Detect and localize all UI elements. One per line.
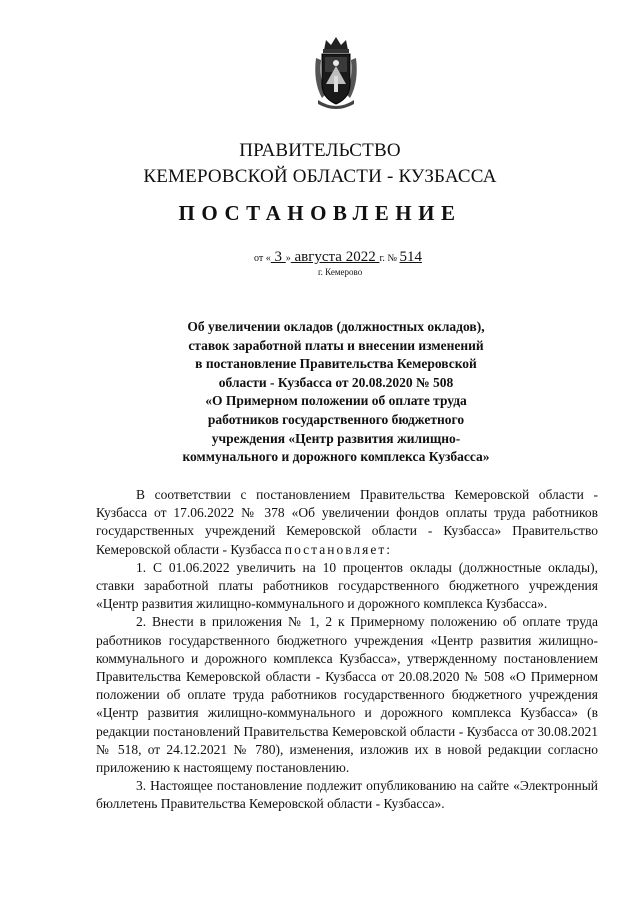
date-month-year: августа 2022 <box>290 249 380 265</box>
date-year-suffix: г. <box>379 253 385 264</box>
document-number: 514 <box>399 249 422 265</box>
date-prefix: от « <box>254 253 271 264</box>
document-title <box>150 318 522 467</box>
date-quote: » <box>285 253 291 264</box>
intro-paragraph <box>96 486 598 559</box>
title-line: коммунального и дорожного комплекса Кузбасса» <box>182 449 490 465</box>
title-line: в постановление Правительства Кемеровской <box>195 356 477 372</box>
date-day: 3 <box>270 249 286 265</box>
title-line: учреждения «Центр развития жилищно- <box>211 430 461 446</box>
document-date-number <box>254 249 422 266</box>
city-label: г. Кемерово <box>318 267 363 277</box>
paragraph-3: 3. Настоящее постановление подлежит опубликованию на сайте «Электронный бюллетень Правительства Кемеровской области - Кузбасса». <box>96 778 598 812</box>
intro-text: В соответствии с постановлением Правительства Кемеровской области - Кузбасса от 17.06.2022 № 378 «Об увеличении фондов оплаты труда работников государственных учреждений Кемеровской области - Кузбасса» Правительство Кемеровской области - Кузбасса <box>96 487 598 557</box>
number-prefix: № <box>384 253 400 264</box>
title-line: Об увеличении окладов (должностных окладов), <box>187 319 485 334</box>
title-line: работников государственного бюджетного <box>207 411 465 427</box>
paragraph-2: 2. Внести в приложения № 1, 2 к Примерному положению об оплате труда работников государственного бюджетного учреждения «Центр развития жилищно-коммунального и дорожного комплекса Кузбасса», утвержденному постановлением Правительства Кемеровской области - Кузбасса от 20.08.2020 № 508 «О Примерном положении об оплате труда работников государственного бюджетного учреждения «Центр развития жилищно-коммунального и дорожного комплекса Кузбасса» (в редакции постановлений Правительства Кемеровской области - Кузбасса от 30.08.2021 № 518, от 24.12.2021 № 780), изменения, изложив их в новой редакции согласно приложению к настоящему постановлению. <box>96 614 598 776</box>
title-line: ставок заработной платы и внесении изменений <box>188 337 484 353</box>
resolves-word: постановляет: <box>284 541 392 557</box>
title-line: «О Примерном положении об оплате труда <box>205 393 467 409</box>
title-line: области - Кузбасса от 20.08.2020 № 508 <box>218 374 454 390</box>
kemerovo-coat-of-arms-icon <box>313 34 359 110</box>
document-type-heading: ПОСТАНОВЛЕНИЕ <box>178 201 462 225</box>
government-name-line1: ПРАВИТЕЛЬСТВО <box>239 140 401 161</box>
paragraph-1: 1. С 01.06.2022 увеличить на 10 процентов оклады (должностные оклады), ставки заработной платы работников государственного бюджетного учреждения «Центр развития жилищно-коммунального и дорожного комплекса Кузбасса». <box>96 559 598 612</box>
government-name-line2: КЕМЕРОВСКОЙ ОБЛАСТИ - КУЗБАССА <box>143 166 497 187</box>
document-body <box>96 486 598 814</box>
